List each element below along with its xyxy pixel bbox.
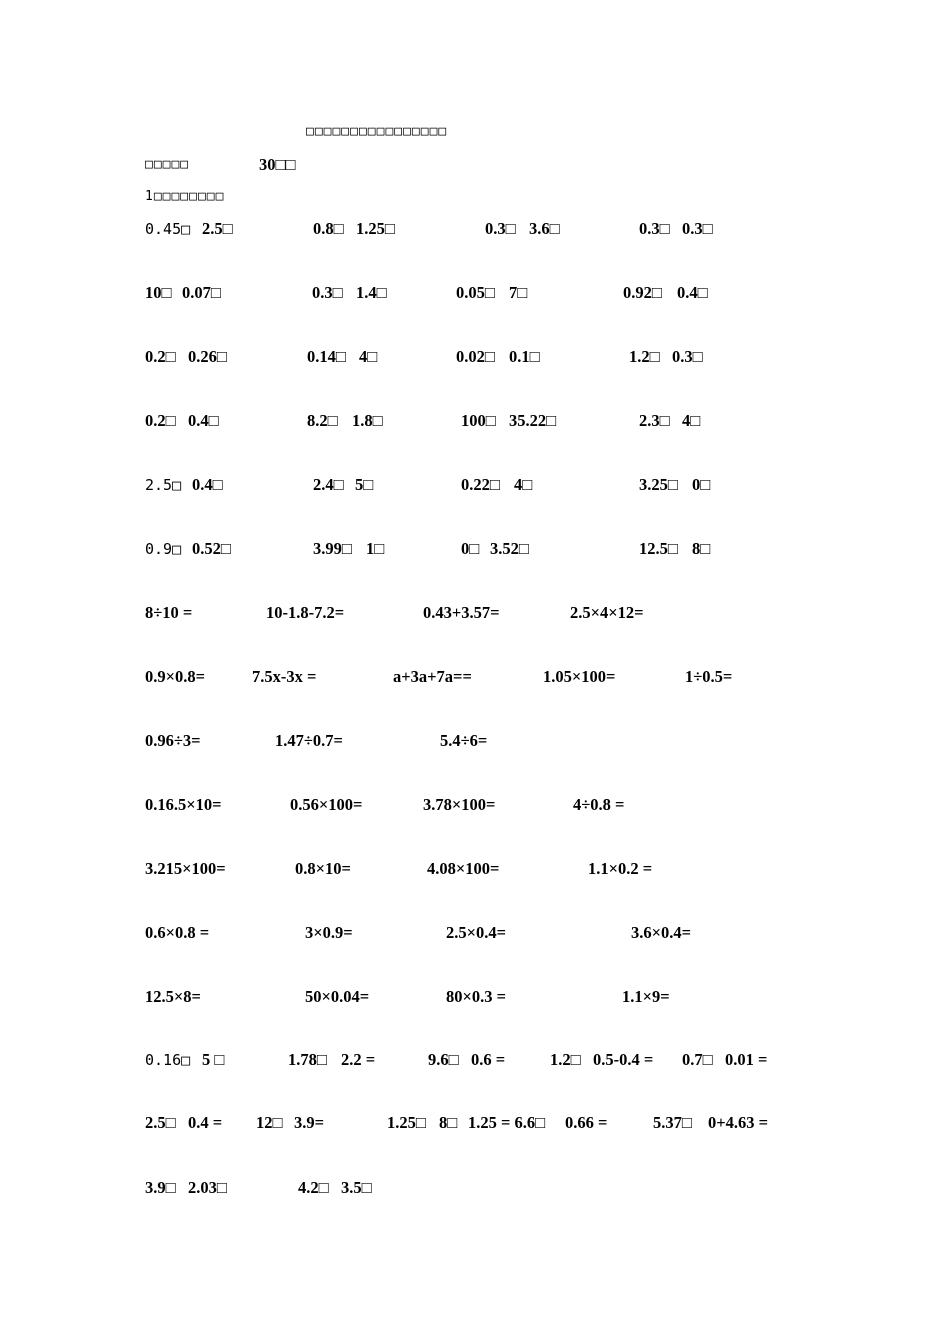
problem: 8□ (439, 1113, 458, 1132)
problem: 0.9□ (145, 540, 182, 558)
problem: 1.8□ (352, 411, 383, 430)
time-label: □□□□□ (145, 157, 190, 172)
problem: 1.47÷0.7= (275, 731, 343, 750)
problem: 12.5□ (639, 539, 678, 558)
problem: 3.9□ (145, 1178, 176, 1197)
problem: 5□ (355, 475, 374, 494)
problem: 0.45□ (145, 220, 191, 238)
problem: 0.05□ (456, 283, 495, 302)
problem: 0.6 = (471, 1050, 506, 1069)
problem: 0.43+3.57= (423, 603, 500, 622)
problem: 0.56×100= (290, 795, 363, 814)
problem: 2.5×4×12= (570, 603, 644, 622)
problem: 3×0.9= (305, 923, 353, 942)
problem: 3.52□ (490, 539, 529, 558)
problem: 0.96÷3= (145, 731, 201, 750)
problem: 0.6×0.8 = (145, 923, 210, 942)
problem: 5.4÷6= (440, 731, 488, 750)
problem: 0.07□ (182, 283, 221, 302)
problem: 1.4□ (356, 283, 387, 302)
problem: 0□ (692, 475, 711, 494)
problem: 0.8×10= (295, 859, 351, 878)
problem: 3.78×100= (423, 795, 496, 814)
problem: 2.2 = (341, 1050, 376, 1069)
problem: 1.25□ (387, 1113, 426, 1132)
problem: 80×0.3 = (446, 987, 507, 1006)
problem: 0.14□ (307, 347, 346, 366)
time-value: 30□□ (259, 155, 296, 174)
problem: 9.6□ (428, 1050, 459, 1069)
problem: 0□ (461, 539, 480, 558)
problem: 1.1×0.2 = (588, 859, 653, 878)
problem: 100□ (461, 411, 496, 430)
problem: 12□ (256, 1113, 283, 1132)
section-1-heading: 1□□□□□□□□ (145, 189, 225, 204)
problem: 0.3□ (485, 219, 516, 238)
problem: 4□ (514, 475, 533, 494)
problem: 5.37□ (653, 1113, 692, 1132)
problem: 0.4□ (192, 475, 223, 494)
problem: 0.4□ (188, 411, 219, 430)
problem: 1.05×100= (543, 667, 616, 686)
problem: 2.5×0.4= (446, 923, 507, 942)
problem: 0.3□ (639, 219, 670, 238)
problem: 0.8□ (313, 219, 344, 238)
problem: 1.25 = 6.6□ (468, 1113, 546, 1132)
problem: 0.2□ (145, 411, 176, 430)
problem: 50×0.04= (305, 987, 370, 1006)
problem: 1.2□ (629, 347, 660, 366)
problem: 0+4.63 = (708, 1113, 769, 1132)
problem: 3.99□ (313, 539, 352, 558)
problem: 4□ (359, 347, 378, 366)
problem: 2.5□ (145, 476, 182, 494)
problem: 0.01 = (725, 1050, 768, 1069)
problem: 0.1□ (509, 347, 540, 366)
problem: 4÷0.8 = (573, 795, 625, 814)
problem: 0.3□ (672, 347, 703, 366)
problem: 0.4 = (188, 1113, 223, 1132)
problem: 4□ (682, 411, 701, 430)
problem: 3.5□ (341, 1178, 372, 1197)
problem: 4.2□ (298, 1178, 329, 1197)
problem: 0.7□ (682, 1050, 713, 1069)
problem: 0.92□ (623, 283, 662, 302)
problem: 5 □ (202, 1050, 225, 1069)
problem: 0.3□ (312, 283, 343, 302)
problem: 10-1.8-7.2= (266, 603, 345, 622)
problem: 1.1×9= (622, 987, 670, 1006)
problem: 1.78□ (288, 1050, 327, 1069)
problem: 0.26□ (188, 347, 227, 366)
problem: 3.6×0.4= (631, 923, 692, 942)
problem: 0.9×0.8= (145, 667, 206, 686)
problem: 2.03□ (188, 1178, 227, 1197)
problem: 1.25□ (356, 219, 395, 238)
problem: 7□ (509, 283, 528, 302)
problem: 0.66 = (565, 1113, 608, 1132)
problem: 8.2□ (307, 411, 338, 430)
problem: 10□ (145, 283, 172, 302)
problem: 0.16□ (145, 1051, 191, 1069)
problem: 4.08×100= (427, 859, 500, 878)
problem: 3.6□ (529, 219, 560, 238)
problem: 0.5-0.4 = (593, 1050, 654, 1069)
problem: 0.16.5×10= (145, 795, 222, 814)
problem: 8□ (692, 539, 711, 558)
problem: 0.4□ (677, 283, 708, 302)
problem: 7.5x-3x = (252, 667, 317, 686)
problem: 0.3□ (682, 219, 713, 238)
problem: 0.2□ (145, 347, 176, 366)
problem: 2.5□ (145, 1113, 176, 1132)
problem: 12.5×8= (145, 987, 201, 1006)
problem: 0.22□ (461, 475, 500, 494)
problem: 2.3□ (639, 411, 670, 430)
problem: 3.9= (294, 1113, 325, 1132)
problem: 0.52□ (192, 539, 231, 558)
problem: 3.215×100= (145, 859, 226, 878)
worksheet-title: □□□□□□□□□□□□□□□□ (306, 124, 448, 139)
problem: 2.4□ (313, 475, 344, 494)
problem: 35.22□ (509, 411, 557, 430)
problem: a+3a+7a== (393, 667, 472, 686)
problem: 0.02□ (456, 347, 495, 366)
problem: 3.25□ (639, 475, 678, 494)
problem: 2.5□ (202, 219, 233, 238)
problem: 1□ (366, 539, 385, 558)
problem: 1.2□ (550, 1050, 581, 1069)
problem: 8÷10 = (145, 603, 193, 622)
problem: 1÷0.5= (685, 667, 733, 686)
